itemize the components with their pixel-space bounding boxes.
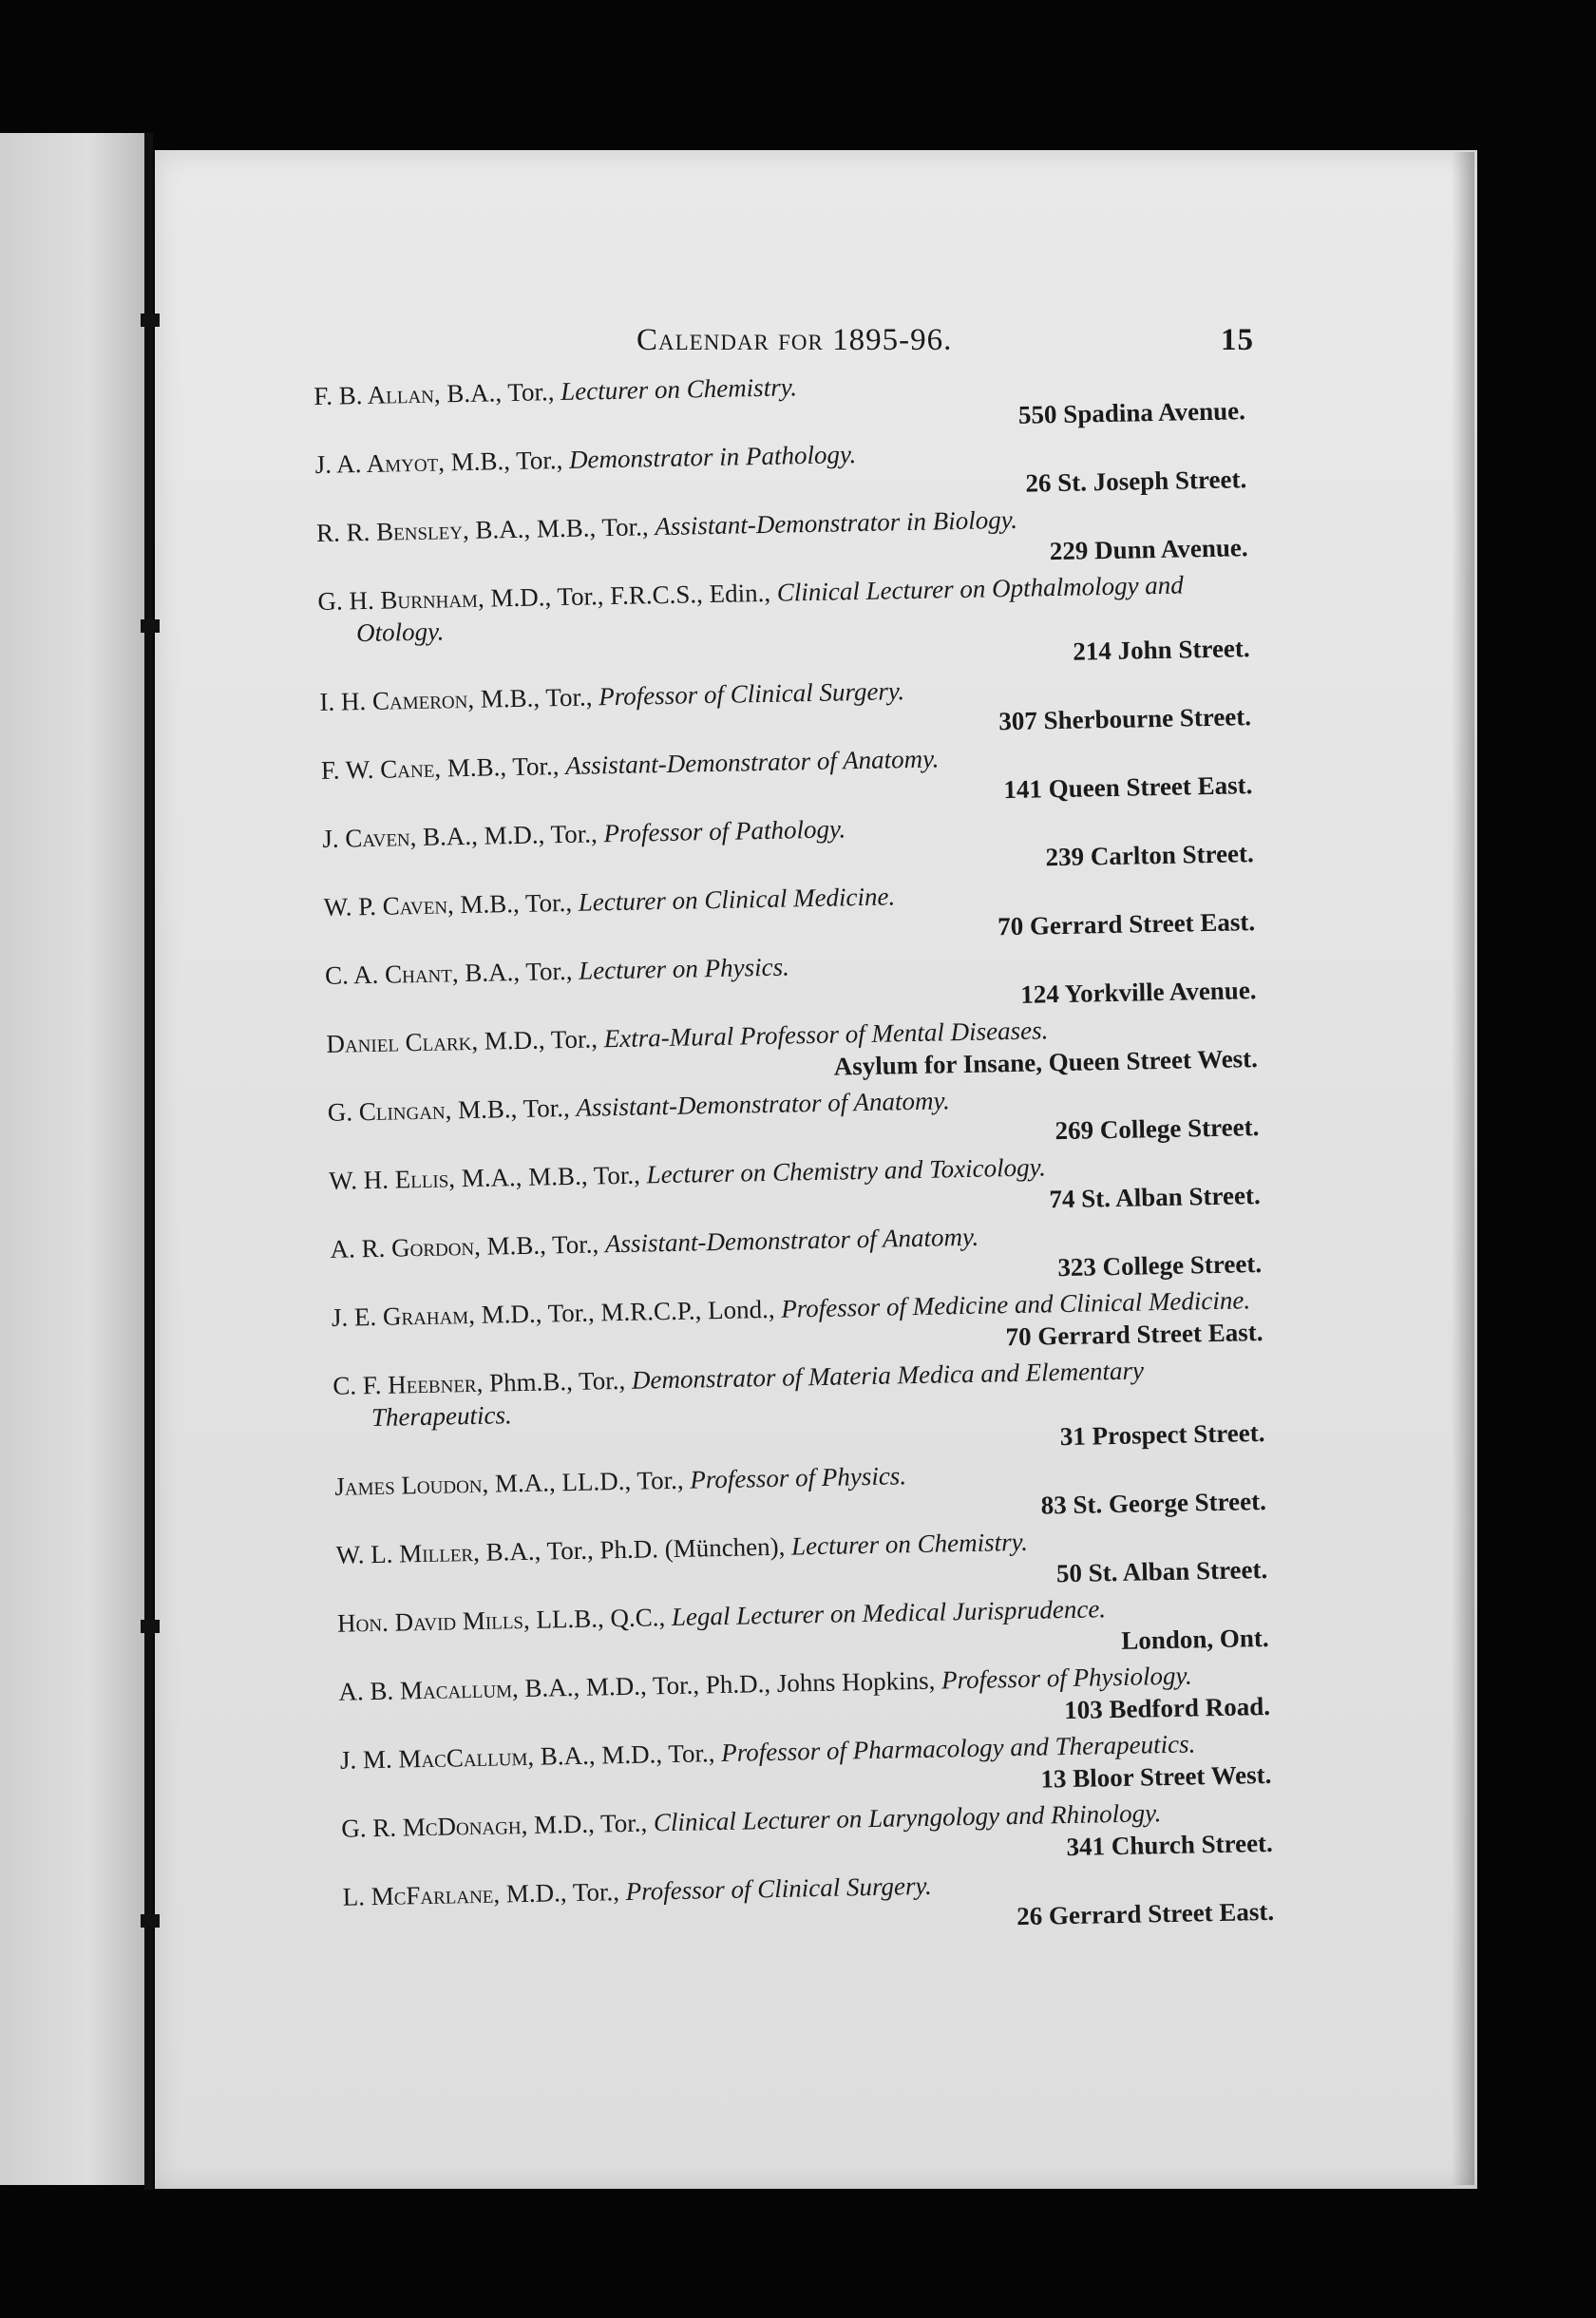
address: Asylum for Insane, Queen Street West. <box>833 1044 1259 1081</box>
page-shadow <box>1452 152 1474 2185</box>
person-name: James Loudon, <box>334 1469 489 1501</box>
binding-tab <box>141 1914 160 1928</box>
position-title: Professor of Physics. <box>690 1461 907 1494</box>
address: 307 Sherbourne Street. <box>998 702 1252 736</box>
qualifications: M.A., LL.D., Tor., <box>487 1465 691 1498</box>
faculty-entry <box>325 941 1257 1024</box>
qualifications: M.B., Tor., <box>440 750 566 783</box>
qualifications: B.A., M.D., Tor., <box>416 819 604 852</box>
faculty-entry <box>337 1589 1269 1672</box>
person-name: W. P. Caven, <box>323 890 455 922</box>
faculty-list <box>314 362 1275 1949</box>
faculty-entry <box>334 1453 1266 1535</box>
qualifications: LL.B., Q.C., <box>529 1603 673 1634</box>
address: 70 Gerrard Street East. <box>997 907 1256 941</box>
position-title: Professor of Pathology. <box>603 814 846 848</box>
address: 550 Spadina Avenue. <box>1017 396 1246 429</box>
faculty-entry <box>332 1283 1264 1366</box>
person-name: A. R. Gordon, <box>330 1231 482 1264</box>
faculty-entry <box>335 1521 1267 1604</box>
faculty-entry <box>330 1215 1262 1298</box>
faculty-entry <box>317 567 1250 682</box>
facing-page-edge <box>0 133 147 2185</box>
qualifications: M.B., Tor., <box>480 1229 606 1261</box>
position-title: Demonstrator in Pathology. <box>568 440 857 474</box>
binding-spine <box>144 133 153 2190</box>
position-title: Lecturer on Chemistry. <box>560 372 798 407</box>
person-name: J. Caven, <box>321 823 417 853</box>
address: London, Ont. <box>1121 1623 1269 1655</box>
qualifications: B.A., M.B., Tor., <box>468 512 656 544</box>
address: 229 Dunn Avenue. <box>1049 533 1248 566</box>
position-title: Professor of Medicine and Clinical Medicine. <box>780 1285 1251 1323</box>
qualifications: M.D., Tor., <box>499 1876 627 1909</box>
faculty-entry <box>319 668 1251 750</box>
person-name: A. B. Macallum, <box>338 1674 519 1706</box>
address: 341 Church Street. <box>1066 1828 1274 1862</box>
address: 239 Carlton Street. <box>1045 839 1255 872</box>
person-name: F. W. Cane, <box>320 753 442 785</box>
qualifications: B.A., Tor., <box>440 377 561 408</box>
person-name: W. H. Ellis, <box>328 1164 456 1195</box>
person-name: R. R. Bensley, <box>315 515 469 547</box>
binding-tab <box>141 619 160 633</box>
person-name: I. H. Cameron, <box>319 684 475 716</box>
position-title: Legal Lecturer on Medical Jurisprudence. <box>671 1594 1107 1632</box>
faculty-entry <box>340 1726 1272 1809</box>
person-name: G. Clingan, <box>327 1095 452 1127</box>
person-name: C. F. Heebner, <box>332 1368 484 1400</box>
position-title: Professor of Clinical Surgery. <box>625 1871 932 1906</box>
address: 214 John Street. <box>1073 634 1250 666</box>
position-title: Lecturer on Chemistry and Toxicology. <box>646 1152 1047 1189</box>
position-title: Professor of Pharmacology and Therapeutics. <box>720 1729 1196 1768</box>
address: 70 Gerrard Street East. <box>1005 1318 1264 1352</box>
qualifications: B.A., M.D., Tor., Ph.D., Johns Hopkins, <box>518 1665 942 1703</box>
qualifications: Phm.B., Tor., <box>483 1365 633 1397</box>
address: 13 Bloor Street West. <box>1040 1759 1272 1794</box>
faculty-entry <box>338 1658 1270 1740</box>
faculty-entry <box>322 805 1254 887</box>
qualifications: M.D., Tor., <box>526 1808 655 1839</box>
faculty-entry <box>326 1010 1258 1092</box>
address: 323 College Street. <box>1057 1249 1263 1282</box>
page-number: 15 <box>1221 323 1254 357</box>
address: 31 Prospect Street. <box>1059 1417 1265 1452</box>
address: 124 Yorkville Avenue. <box>1020 976 1257 1009</box>
position-title: Assistant-Demonstrator of Anatomy. <box>576 1086 950 1122</box>
address: 141 Queen Street East. <box>1003 770 1253 805</box>
qualifications: B.A., Tor., Ph.D. (München), <box>479 1531 792 1567</box>
person-name: J. A. Amyot, <box>314 447 446 479</box>
person-name: J. E. Graham, <box>331 1300 476 1332</box>
position-title: Assistant-Demonstrator of Anatomy. <box>564 744 940 780</box>
faculty-entry <box>329 1147 1261 1229</box>
running-title: Calendar for 1895-96. <box>636 323 953 357</box>
position-title: Assistant-Demonstrator of Anatomy. <box>604 1222 979 1259</box>
faculty-entry <box>316 499 1248 581</box>
position-title: Extra-Mural Professor of Mental Diseases. <box>603 1016 1049 1054</box>
qualifications: M.D., Tor., F.R.C.S., Edin., <box>484 578 778 613</box>
address: 50 St. Alban Street. <box>1055 1554 1268 1588</box>
qualifications: M.B., Tor., <box>444 445 570 477</box>
person-name: L. McFarlane, <box>342 1879 501 1911</box>
person-name: Hon. David Mills, <box>336 1605 530 1638</box>
qualifications: B.A., M.D., Tor., <box>533 1738 722 1771</box>
qualifications: M.B., Tor., <box>451 1092 577 1125</box>
position-title: Demonstrator of Materia Medica and Elementary Therapeutics. <box>370 1356 1145 1433</box>
qualifications: M.B., Tor., <box>453 887 580 920</box>
faculty-entry <box>321 736 1253 819</box>
binding-tab <box>141 314 160 327</box>
faculty-entry <box>323 873 1255 956</box>
address: 83 St. George Street. <box>1040 1486 1267 1520</box>
person-name: J. M. MacCallum, <box>339 1741 535 1775</box>
address: 269 College Street. <box>1054 1112 1260 1146</box>
faculty-entry <box>314 430 1246 513</box>
address: 26 Gerrard Street East. <box>1016 1896 1275 1931</box>
person-name: W. L. Miller, <box>335 1537 481 1569</box>
person-name: C. A. Chant, <box>324 959 459 990</box>
address: 26 St. Joseph Street. <box>1025 465 1247 498</box>
faculty-entry <box>341 1795 1273 1877</box>
qualifications: B.A., Tor., <box>458 956 580 988</box>
qualifications: M.D., Tor., M.R.C.P., Lond., <box>474 1294 782 1329</box>
position-title: Clinical Lecturer on Opthalmology and Otology. <box>355 570 1185 648</box>
person-name: G. H. Burnham, <box>317 583 484 616</box>
position-title: Lecturer on Physics. <box>578 952 790 985</box>
qualifications: M.D., Tor., <box>477 1024 605 1055</box>
person-name: F. B. Allan, <box>314 379 441 410</box>
address: 103 Bedford Road. <box>1063 1691 1271 1725</box>
person-name: G. R. McDonagh, <box>340 1810 528 1843</box>
qualifications: M.B., Tor., <box>473 682 599 713</box>
position-title: Assistant-Demonstrator in Biology. <box>655 504 1018 542</box>
address: 74 St. Alban Street. <box>1049 1181 1261 1214</box>
person-name: Daniel Clark, <box>326 1026 479 1058</box>
faculty-entry <box>327 1078 1259 1161</box>
faculty-entry <box>342 1863 1274 1946</box>
position-title: Professor of Physiology. <box>940 1661 1193 1695</box>
position-title: Lecturer on Clinical Medicine. <box>578 882 896 917</box>
faculty-entry <box>332 1352 1265 1467</box>
position-title: Lecturer on Chemistry. <box>790 1527 1029 1561</box>
qualifications: M.A., M.B., Tor., <box>454 1160 647 1193</box>
binding-tab <box>141 1620 160 1633</box>
position-title: Clinical Lecturer on Laryngology and Rhinology. <box>653 1798 1162 1837</box>
position-title: Professor of Clinical Surgery. <box>598 676 905 712</box>
